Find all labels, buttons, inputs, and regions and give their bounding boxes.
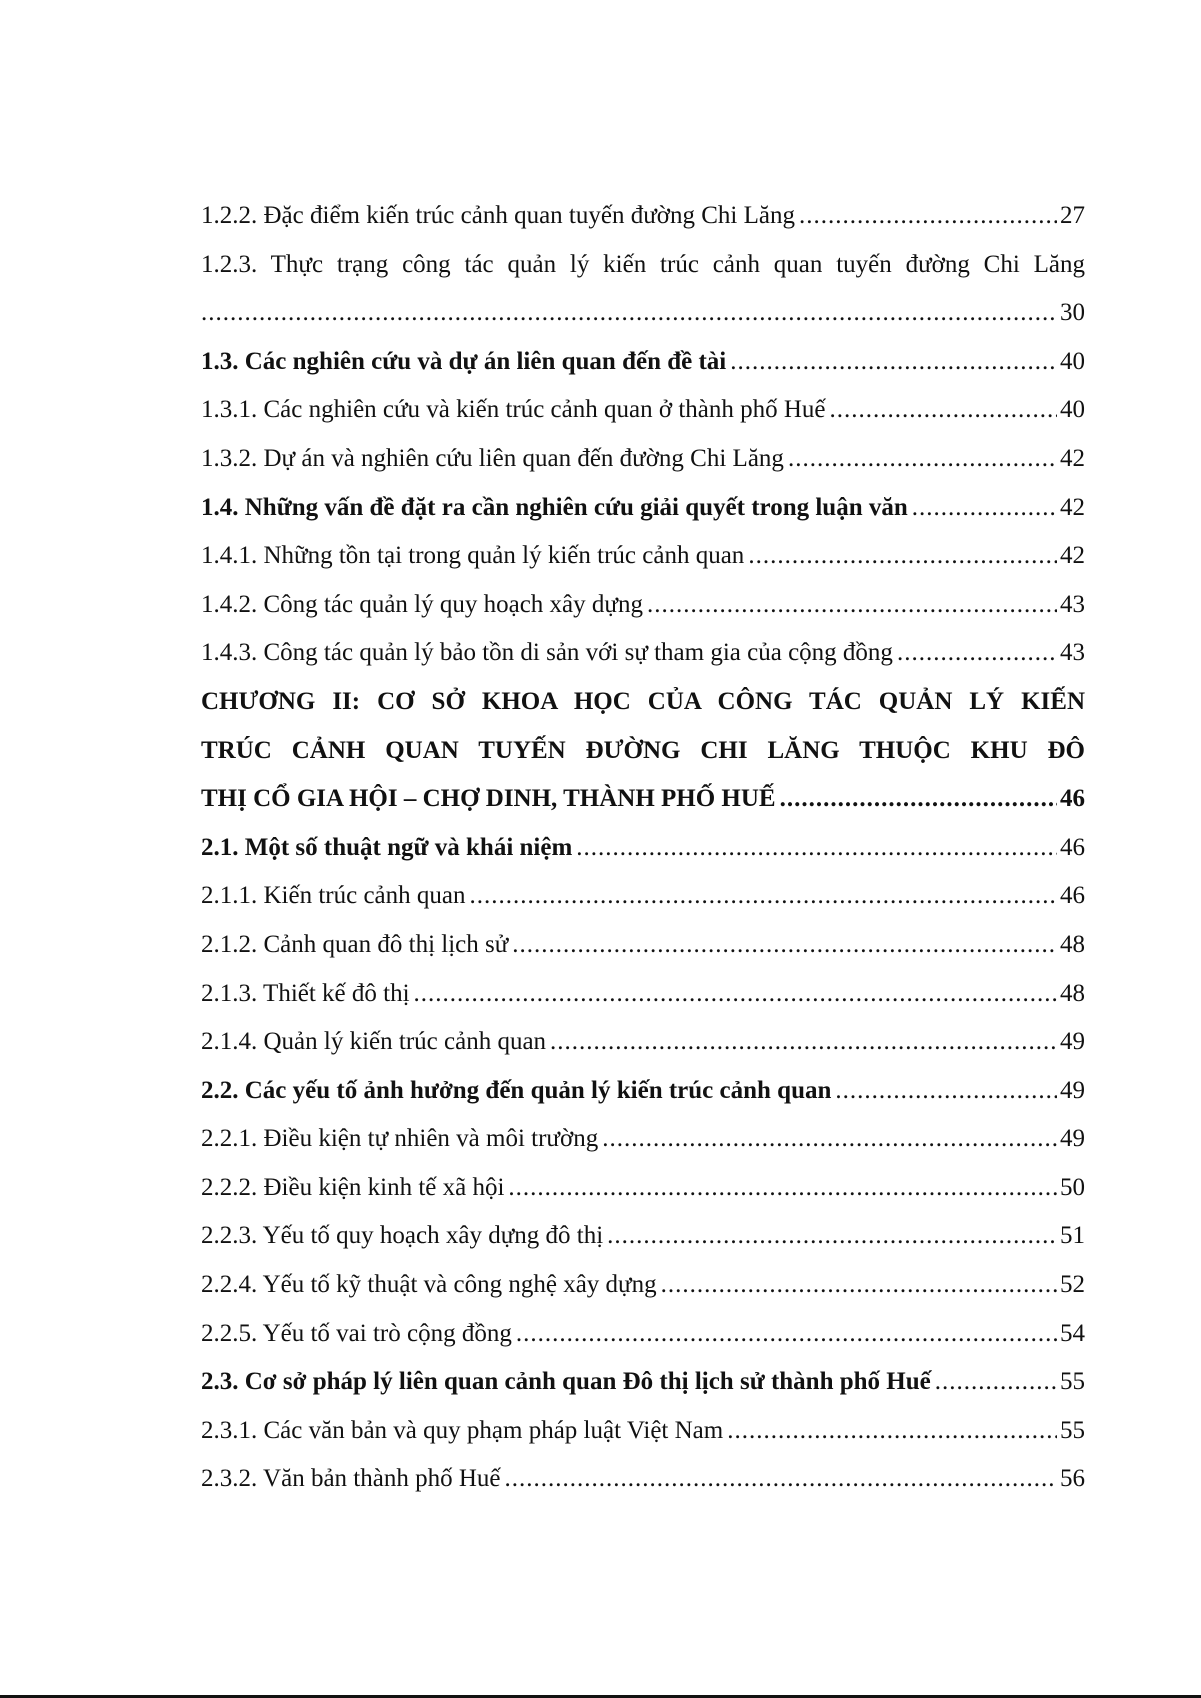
toc-entry-title: 1.2.3. Thực trạng công tác quản lý kiến trúc cảnh quan tuyến đường Chi Lăng: [201, 250, 1085, 278]
toc-dot-leader: [661, 1261, 1057, 1310]
toc-page-number: 48: [1060, 930, 1085, 958]
toc-section-heading[interactable]: [201, 484, 1085, 533]
toc-dot-leader: [508, 1164, 1057, 1213]
toc-entry[interactable]: [201, 435, 1085, 484]
toc-dot-leader: [727, 1407, 1057, 1456]
toc-entry[interactable]: [201, 1407, 1085, 1456]
toc-entry[interactable]: [201, 1455, 1085, 1504]
toc-dot-leader: [505, 1455, 1058, 1504]
toc-entry-title: 1.3.2. Dự án và nghiên cứu liên quan đến đường Chi Lăng: [201, 444, 784, 472]
toc-entry[interactable]: [201, 192, 1085, 241]
toc-dot-leader: [897, 629, 1057, 678]
toc-dot-leader: [748, 532, 1057, 581]
toc-page-number: 51: [1060, 1222, 1085, 1250]
table-of-contents: [201, 192, 1085, 1504]
toc-page-number: 48: [1060, 979, 1085, 1007]
toc-section-heading[interactable]: [201, 1067, 1085, 1116]
toc-dot-leader: [602, 1115, 1057, 1164]
toc-entry-title: 2.2.5. Yếu tố vai trò cộng đồng: [201, 1319, 512, 1347]
toc-entry-title: 2.1.1. Kiến trúc cảnh quan: [201, 882, 466, 910]
toc-chapter-heading-continuation[interactable]: [201, 727, 1085, 776]
toc-dot-leader: [201, 289, 1057, 338]
toc-section-heading[interactable]: [201, 1358, 1085, 1407]
toc-entry-title: 1.4.2. Công tác quản lý quy hoạch xây dựng: [201, 590, 643, 618]
toc-entry[interactable]: [201, 241, 1085, 290]
toc-entry-title: 2.3.2. Văn bản thành phố Huế: [201, 1465, 501, 1493]
toc-entry-continuation[interactable]: [201, 289, 1085, 338]
toc-entry[interactable]: [201, 921, 1085, 970]
toc-entry[interactable]: [201, 872, 1085, 921]
toc-entry-title: CHƯƠNG II: CƠ SỞ KHOA HỌC CỦA CÔNG TÁC QUẢN LÝ KIẾN: [201, 687, 1085, 715]
toc-page-number: 43: [1060, 639, 1085, 667]
toc-page-number: 54: [1060, 1319, 1085, 1347]
toc-dot-leader: [830, 386, 1057, 435]
toc-page-number: 55: [1060, 1368, 1085, 1396]
toc-page-number: 49: [1060, 1076, 1085, 1104]
toc-entry[interactable]: [201, 1164, 1085, 1213]
toc-entry-title: THỊ CỔ GIA HỘI – CHỢ DINH, THÀNH PHỐ HUẾ: [201, 785, 776, 813]
toc-dot-leader: [935, 1358, 1057, 1407]
toc-entry-title: 2.1.3. Thiết kế đô thị: [201, 979, 410, 1007]
toc-entry[interactable]: [201, 581, 1085, 630]
toc-entry-title: 1.3.1. Các nghiên cứu và kiến trúc cảnh quan ở thành phố Huế: [201, 396, 826, 424]
toc-section-heading[interactable]: [201, 338, 1085, 387]
toc-dot-leader: [912, 484, 1057, 533]
toc-entry-title: 2.2.1. Điều kiện tự nhiên và môi trường: [201, 1125, 599, 1153]
toc-dot-leader: [788, 435, 1057, 484]
toc-page-number: 30: [1060, 299, 1085, 327]
toc-section-heading[interactable]: [201, 824, 1085, 873]
toc-dot-leader: [799, 192, 1057, 241]
toc-entry[interactable]: [201, 1261, 1085, 1310]
toc-page-number: 52: [1060, 1271, 1085, 1299]
toc-entry[interactable]: [201, 1115, 1085, 1164]
toc-page-number: 56: [1060, 1465, 1085, 1493]
toc-entry[interactable]: [201, 1310, 1085, 1359]
toc-entry[interactable]: [201, 970, 1085, 1019]
toc-entry[interactable]: [201, 532, 1085, 581]
toc-entry-title: 2.1. Một số thuật ngữ và khái niệm: [201, 833, 573, 861]
toc-entry[interactable]: [201, 386, 1085, 435]
toc-entry-title: 1.3. Các nghiên cứu và dự án liên quan đến đề tài: [201, 347, 727, 375]
toc-entry-title: TRÚC CẢNH QUAN TUYẾN ĐƯỜNG CHI LĂNG THUỘC KHU ĐÔ: [201, 736, 1085, 764]
toc-page-number: 46: [1060, 833, 1085, 861]
toc-dot-leader: [607, 1212, 1057, 1261]
toc-page-number: 49: [1060, 1028, 1085, 1056]
toc-chapter-heading[interactable]: [201, 678, 1085, 727]
toc-page-number: 43: [1060, 590, 1085, 618]
toc-page-number: 55: [1060, 1416, 1085, 1444]
toc-dot-leader: [550, 1018, 1057, 1067]
toc-dot-leader: [576, 824, 1057, 873]
toc-entry-title: 2.3.1. Các văn bản và quy phạm pháp luật Việt Nam: [201, 1416, 724, 1444]
toc-page-number: 42: [1060, 493, 1085, 521]
toc-chapter-heading-continuation[interactable]: [201, 775, 1085, 824]
toc-entry-title: 1.2.2. Đặc điểm kiến trúc cảnh quan tuyến đường Chi Lăng: [201, 202, 795, 229]
toc-entry-title: 2.3. Cơ sở pháp lý liên quan cảnh quan Đô thị lịch sử thành phố Huế: [201, 1368, 931, 1396]
toc-entry[interactable]: [201, 1212, 1085, 1261]
toc-entry-title: 2.2. Các yếu tố ảnh hưởng đến quản lý kiến trúc cảnh quan: [201, 1076, 832, 1104]
toc-dot-leader: [835, 1067, 1057, 1116]
toc-dot-leader: [414, 970, 1057, 1019]
toc-entry-title: 1.4.3. Công tác quản lý bảo tồn di sản với sự tham gia của cộng đồng: [201, 639, 893, 667]
toc-dot-leader: [780, 775, 1057, 824]
toc-entry-title: 1.4.1. Những tồn tại trong quản lý kiến trúc cảnh quan: [201, 542, 745, 570]
toc-entry-title: 1.4. Những vấn đề đặt ra cần nghiên cứu giải quyết trong luận văn: [201, 493, 908, 521]
toc-entry-title: 2.2.2. Điều kiện kinh tế xã hội: [201, 1173, 505, 1201]
toc-page-number: 40: [1060, 347, 1085, 375]
toc-page-number: 40: [1060, 396, 1085, 424]
toc-dot-leader: [470, 872, 1057, 921]
toc-page-number: 42: [1060, 542, 1085, 570]
toc-dot-leader: [647, 581, 1057, 630]
toc-page-number: 46: [1060, 785, 1085, 813]
toc-page-number: 50: [1060, 1173, 1085, 1201]
toc-entry-title: 2.1.4. Quản lý kiến trúc cảnh quan: [201, 1028, 547, 1056]
toc-entry[interactable]: [201, 1018, 1085, 1067]
toc-dot-leader: [516, 1310, 1057, 1359]
toc-entry-title: 2.2.4. Yếu tố kỹ thuật và công nghệ xây dựng: [201, 1271, 657, 1299]
toc-page-number: 27: [1060, 202, 1085, 229]
toc-dot-leader: [730, 338, 1057, 387]
toc-entry-title: 2.2.3. Yếu tố quy hoạch xây dựng đô thị: [201, 1222, 604, 1250]
toc-entry-title: 2.1.2. Cảnh quan đô thị lịch sử: [201, 930, 509, 958]
toc-page-number: 49: [1060, 1125, 1085, 1153]
toc-page-number: 46: [1060, 882, 1085, 910]
toc-entry[interactable]: [201, 629, 1085, 678]
toc-dot-leader: [512, 921, 1057, 970]
toc-page-number: 42: [1060, 444, 1085, 472]
